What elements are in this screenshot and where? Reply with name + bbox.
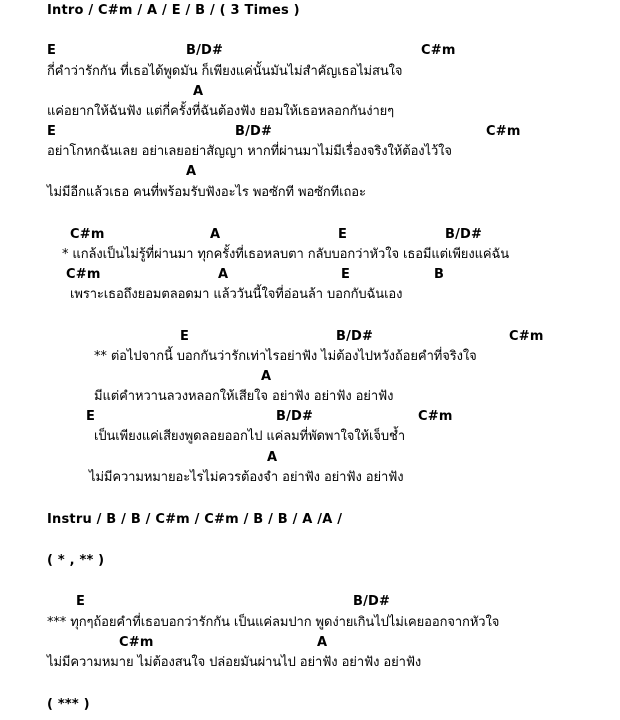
intro-line: Intro / C#m / A / E / B / ( 3 Times )	[47, 3, 300, 18]
chord-B-D-sharp: B/D#	[276, 409, 314, 424]
chord-B-D-sharp: B/D#	[445, 227, 483, 242]
lyric-line: แค่อยากให้ฉันฟัง แต่กี่ครั้งที่ฉันต้องฟัง ยอมให้เธอหลอกกันง่ายๆ	[47, 104, 395, 119]
chord-B-D-sharp: B/D#	[186, 43, 224, 58]
lyric-line: ไม่มีอีกแล้วเธอ คนที่พร้อมรับฟังอะไร พอซักที พอซักทีเถอะ	[47, 185, 366, 200]
instru-line: Instru / B / B / C#m / C#m / B / B / A /A /	[47, 512, 343, 527]
chord-E: E	[47, 124, 57, 139]
chord-C-sharp-m: C#m	[509, 329, 544, 344]
chord-E: E	[86, 409, 96, 424]
chord-A: A	[317, 635, 328, 650]
lyric-line: ไม่มีความหมาย ไม่ต้องสนใจ ปล่อยมันผ่านไป อย่าฟัง อย่าฟัง อย่าฟัง	[47, 655, 422, 670]
repeat-marker: ( *** )	[47, 697, 90, 712]
chord-C-sharp-m: C#m	[119, 635, 154, 650]
lyric-line: อย่าโกหกฉันเลย อย่าเลยอย่าสัญญา หากที่ผ่านมาไม่มีเรื่องจริงให้ต้องไว้ใจ	[47, 144, 452, 159]
chord-A: A	[210, 227, 221, 242]
chord-C-sharp-m: C#m	[486, 124, 521, 139]
chord-C-sharp-m: C#m	[421, 43, 456, 58]
chord-E: E	[338, 227, 348, 242]
chord-A: A	[218, 267, 229, 282]
chord-C-sharp-m: C#m	[70, 227, 105, 242]
lyric-line: มีแต่คำหวานลวงหลอกให้เสียใจ อย่าฟัง อย่าฟัง อย่าฟัง	[94, 389, 394, 404]
chord-E: E	[180, 329, 190, 344]
chord-B-D-sharp: B/D#	[353, 594, 391, 609]
chord-B-D-sharp: B/D#	[235, 124, 273, 139]
lyric-line: * แกล้งเป็นไม่รู้ที่ผ่านมา ทุกครั้งที่เธอหลบตา กลับบอกว่าหัวใจ เธอมีแต่เพียงแค่ฉัน	[62, 247, 509, 262]
chord-A: A	[261, 369, 272, 384]
chord-E: E	[76, 594, 86, 609]
chord-A: A	[193, 84, 204, 99]
chord-C-sharp-m: C#m	[66, 267, 101, 282]
repeat-marker: ( * , ** )	[47, 553, 105, 568]
lyric-line: เพราะเธอถึงยอมตลอดมา แล้ววันนี้ใจที่อ่อนล้า บอกกับฉันเอง	[70, 287, 403, 302]
chord-E: E	[47, 43, 57, 58]
lyric-line: *** ทุกๆถ้อยคำที่เธอบอกว่ารักกัน เป็นแค่ลมปาก พูดง่ายเกินไปไม่เคยออกจากหัวใจ	[47, 615, 500, 630]
lyric-line: เป็นเพียงแค่เสียงพูดลอยออกไป แค่ลมที่พัดพาใจให้เจ็บช้ำ	[94, 429, 406, 444]
lyric-line: กี่คำว่ารักกัน ที่เธอได้พูดมัน ก็เพียงแค่นั้นมันไม่สำคัญเธอไม่สนใจ	[47, 64, 403, 79]
chord-E: E	[341, 267, 351, 282]
chord-B: B	[434, 267, 445, 282]
lyric-line: ** ต่อไปจากนี้ บอกกันว่ารักเท่าไรอย่าฟัง ไม่ต้องไปหวังถ้อยคำที่จริงใจ	[94, 349, 477, 364]
chord-A: A	[267, 450, 278, 465]
chord-A: A	[186, 164, 197, 179]
chord-B-D-sharp: B/D#	[336, 329, 374, 344]
chord-C-sharp-m: C#m	[418, 409, 453, 424]
lyric-line: ไม่มีความหมายอะไรไม่ควรต้องจำ อย่าฟัง อย่าฟัง อย่าฟัง	[89, 470, 404, 485]
